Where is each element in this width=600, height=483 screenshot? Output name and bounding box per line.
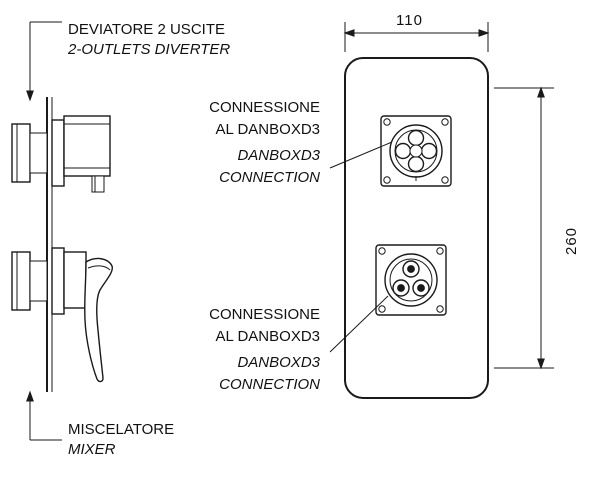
label-mixer-it: MISCELATORE	[68, 421, 175, 438]
callout-upper-line1: CONNESSIONE	[209, 99, 320, 116]
callout-lower-line2: AL DANBOXD3	[215, 328, 320, 345]
callout-upper-line2: AL DANBOXD3	[215, 121, 320, 138]
callout-lower-line1: CONNESSIONE	[209, 306, 320, 323]
callout-upper-line3: DANBOXD3	[237, 147, 320, 164]
callout-lower-line4: CONNECTION	[219, 376, 320, 393]
upper-connection-detail	[381, 116, 451, 186]
label-mixer-en: MIXER	[68, 441, 116, 458]
left-side-view	[12, 22, 112, 440]
label-diverter-it: DEVIATORE 2 USCITE	[68, 21, 225, 38]
lower-connection-detail	[376, 245, 446, 315]
dimension-height-260: 260	[563, 226, 580, 255]
callout-upper-line4: CONNECTION	[219, 169, 320, 186]
right-front-view	[330, 22, 554, 398]
callout-lower-line3: DANBOXD3	[237, 354, 320, 371]
dimension-width-110: 110	[396, 12, 423, 29]
label-diverter-en: 2-OUTLETS DIVERTER	[68, 41, 231, 58]
